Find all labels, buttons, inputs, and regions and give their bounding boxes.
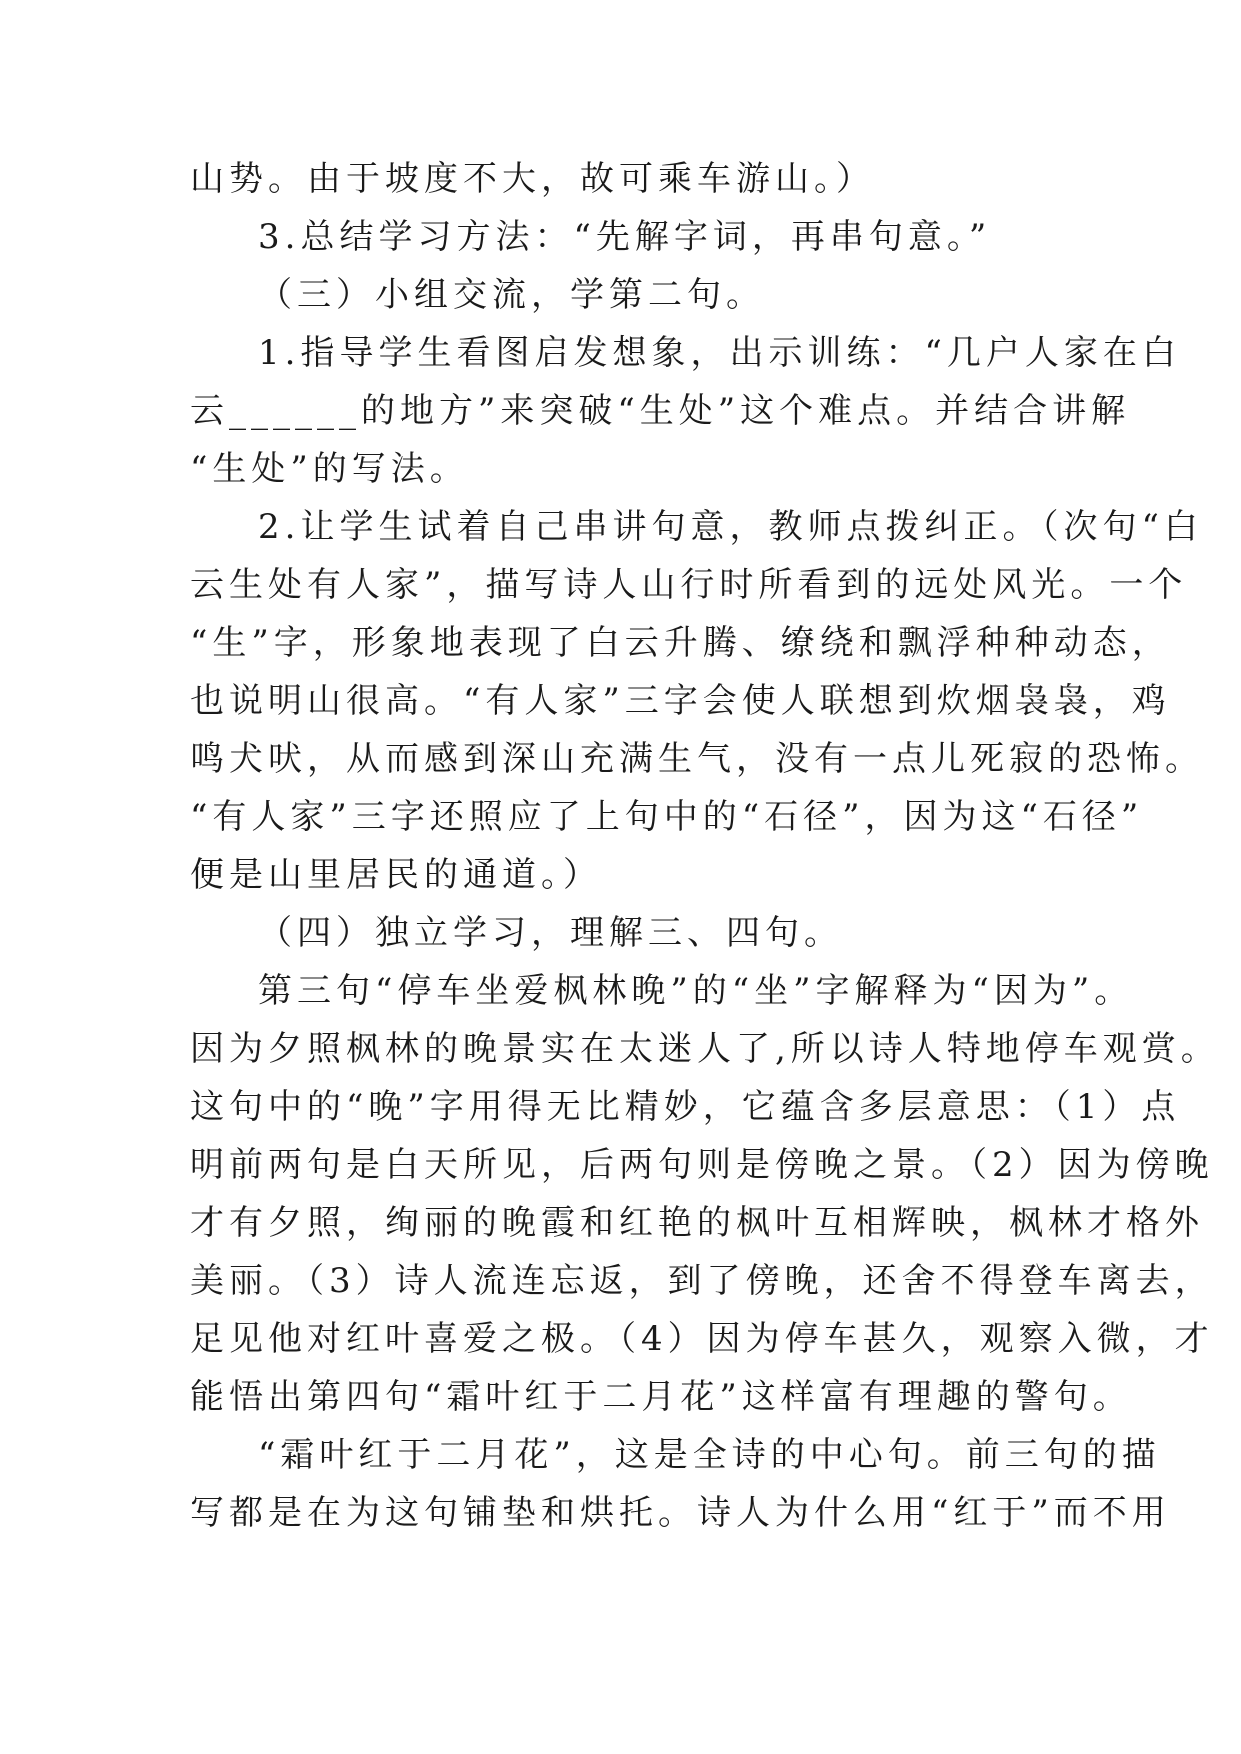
section-heading: （三）小组交流，学第二句。	[258, 275, 765, 315]
text-line: “有人家”三字还照应了上句中的“石径”，因为这“石径”	[190, 797, 1144, 837]
text-line: 3.总结学习方法：“先解字词，再串句意。”	[258, 217, 992, 257]
text-line: 写都是在为这句铺垫和烘托。诗人为什么用“红于”而不用	[190, 1493, 1171, 1533]
text-line: 第三句“停车坐爱枫林晚”的“坐”字解释为“因为”。	[258, 971, 1134, 1011]
text-line: 足见他对红叶喜爱之极。（4）因为停车甚久，观察入微，才	[190, 1319, 1214, 1359]
text-line: 也说明山很高。“有人家”三字会使人联想到炊烟袅袅，鸡	[190, 681, 1171, 721]
text-line: 能悟出第四句“霜叶红于二月花”这样富有理趣的警句。	[190, 1377, 1132, 1417]
text-line: 1.指导学生看图启发想象，出示训练：“几户人家在白	[258, 333, 1181, 373]
text-line: 2.让学生试着自己串讲句意，教师点拨纠正。（次句“白	[258, 507, 1203, 547]
text-line: 这句中的“晚”字用得无比精妙，它蕴含多层意思：（1）点	[190, 1087, 1181, 1127]
text-line: “生”字，形象地表现了白云升腾、缭绕和飘浮种种动态，	[190, 623, 1171, 663]
text-line: 山势。由于坡度不大，故可乘车游山。）	[190, 159, 875, 199]
text-line: 明前两句是白天所见，后两句则是傍晚之景。（2）因为傍晚	[190, 1145, 1214, 1185]
section-heading: （四）独立学习，理解三、四句。	[258, 913, 843, 953]
text-line: “生处”的写法。	[190, 449, 469, 489]
text-line: “霜叶红于二月花”，这是全诗的中心句。前三句的描	[258, 1435, 1161, 1475]
document-body	[190, 150, 1220, 1542]
text-line: 因为夕照枫林的晚景实在太迷人了,所以诗人特地停车观赏。	[190, 1029, 1220, 1069]
text-line: 云______的地方”来突破“生处”这个难点。并结合讲解	[190, 391, 1131, 431]
text-line: 美丽。（3）诗人流连忘返，到了傍晚，还舍不得登车离去，	[190, 1261, 1214, 1301]
text-line: 便是山里居民的通道。）	[190, 855, 602, 895]
text-line: 鸣犬吠，从而感到深山充满生气，没有一点儿死寂的恐怖。	[190, 739, 1204, 779]
text-line: 才有夕照，绚丽的晚霞和红艳的枫叶互相辉映，枫林才格外	[190, 1203, 1204, 1243]
text-line: 云生处有人家”，描写诗人山行时所看到的远处风光。一个	[190, 565, 1188, 605]
